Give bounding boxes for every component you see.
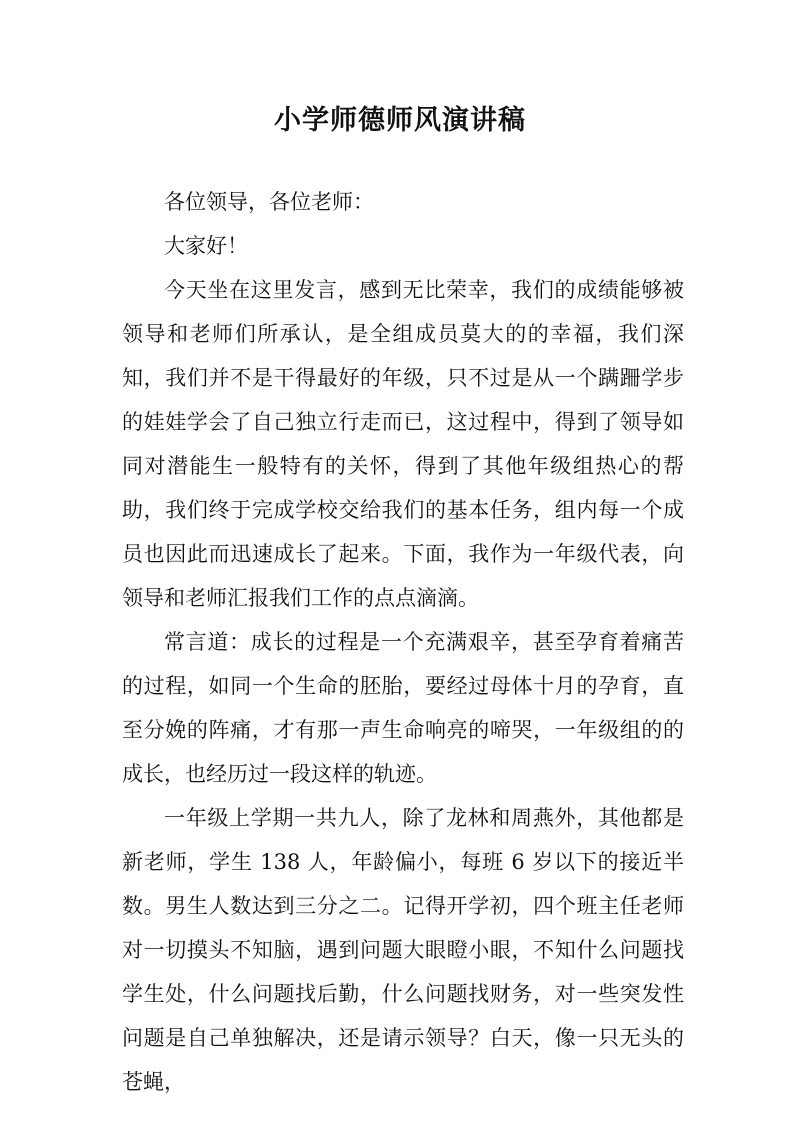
document-body [122, 180, 684, 1104]
body-paragraph: 今天坐在这里发言，感到无比荣幸，我们的成绩能够被领导和老师们所承认，是全组成员莫大的的幸福，我们深知，我们并不是干得最好的年级，只不过是从一个蹒跚学步的娃娃学会了自己独立行走而已，这过程中，得到了领导如同对潜能生一般特有的关怀，得到了其他年级组热心的帮助，我们终于完成学校交给我们的基本任务，组内每一个成员也因此而迅速成长了起来。下面，我作为一年级代表，向领导和老师汇报我们工作的点点滴滴。 [122, 278, 684, 610]
greeting-paragraph: 大家好！ [164, 234, 248, 258]
salutation-paragraph: 各位领导，各位老师： [164, 190, 374, 214]
body-paragraph: 一年级上学期一共九人，除了龙林和周燕外，其他都是新老师，学生 138 人，年龄偏小，每班 6 岁以下的接近半数。男生人数达到三分之二。记得开学初，四个班主任老师对一切摸头不知脑，遇到问题大眼瞪小眼，不知什么问题找学生处，什么问题找后勤，什么问题找财务，对一些突发性问题是自己单独解决，还是请示领导？白天，像一只无头的苍蝇， [122, 806, 684, 1094]
document-title: 小学师德师风演讲稿 [274, 105, 526, 136]
body-paragraph: 常言道：成长的过程是一个充满艰辛，甚至孕育着痛苦的过程，如同一个生命的胚胎，要经过母体十月的孕育，直至分娩的阵痛，才有那一声生命响亮的啼哭，一年级组的的成长，也经历过一段这样的轨迹。 [122, 630, 684, 786]
